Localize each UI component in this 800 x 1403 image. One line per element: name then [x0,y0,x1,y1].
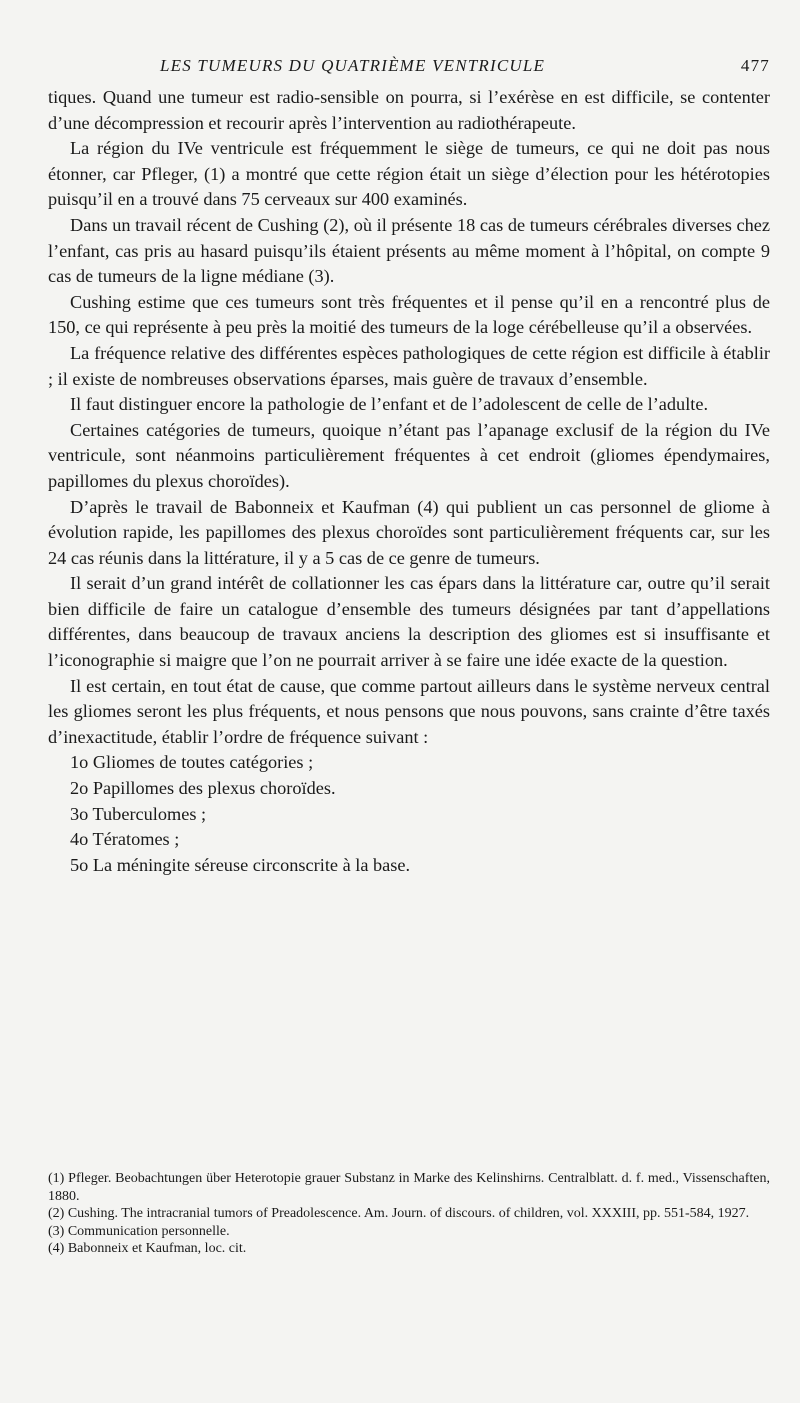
paragraph: Dans un travail récent de Cushing (2), où il présente 18 cas de tumeurs cérébrales diverses chez l’enfant, cas pris au hasard puisqu’ils étaient présents au même moment à l’hôpital, on compte 9 cas de tumeurs de la ligne médiane (3). [48,214,770,287]
footnote: (4) Babonneix et Kaufman, loc. cit. [48,1241,247,1256]
paragraph: Certaines catégories de tumeurs, quoique n’étant pas l’apanage exclusif de la région du IVe ventricule, sont néanmoins particulièrement fréquentes à cet endroit (gliomes épendymaires, papillomes du plexus choroïdes). [48,419,770,491]
list-item: 1o Gliomes de toutes catégories ; [70,752,314,773]
page-number: 477 [740,56,770,75]
body-text [48,85,770,878]
running-title: LES TUMEURS DU QUATRIÈME VENTRICULE [160,56,546,75]
footnote: (3) Communication personnelle. [48,1223,230,1239]
paragraph: D’après le travail de Babonneix et Kaufman (4) qui publient un cas personnel de gliome à évolution rapide, les papillomes des plexus choroïdes sont particulièrement fréquents car, sur les 24 cas réunis dans la littérature, il y a 5 cas de ce genre de tumeurs. [48,496,770,568]
paragraph: tiques. Quand une tumeur est radio-sensible on pourra, si l’exérèse en est difficile, se contenter d’une décompression et recourir après l’intervention au radiothérapeute. [48,87,770,133]
paragraph: Cushing estime que ces tumeurs sont très fréquentes et il pense qu’il en a rencontré plus de 150, ce qui représente à peu près la moitié des tumeurs de la loge cérébelleuse qu’il a observées. [48,291,770,338]
paragraph: Il faut distinguer encore la pathologie de l’enfant et de l’adolescent de celle de l’adulte. [70,394,709,415]
paragraph: Il serait d’un grand intérêt de collationner les cas épars dans la littérature car, outre qu’il serait bien difficile de faire un catalogue d’ensemble des tumeurs désignées par tant d’appellations différentes, dans beaucoup de travaux anciens la description des gliomes est si insuffisante et l’iconographie si maigre que l’on ne pourrait arriver à se faire une idée exacte de la question. [48,573,770,671]
paragraph: La région du IVe ventricule est fréquemment le siège de tumeurs, ce qui ne doit pas nous étonner, car Pfleger, (1) a montré que cette région était un siège d’élection pour les hétérotopies puisqu’il en a trouvé dans 75 cerveaux sur 400 examinés. [48,138,770,210]
footnotes [48,1170,770,1258]
paragraph: Il est certain, en tout état de cause, que comme partout ailleurs dans le système nerveux central les gliomes seront les plus fréquents, et nous pensons que nous pouvons, sans crainte d’être taxés d’inexactitude, établir l’ordre de fréquence suivant : [48,675,770,747]
paragraph: La fréquence relative des différentes espèces pathologiques de cette région est difficile à établir ; il existe de nombreuses observations éparses, mais guère de travaux d’ensemble. [48,342,770,389]
list-item: 3o Tuberculomes ; [70,803,207,824]
footnote: (1) Pfleger. Beobachtungen über Heterotopie grauer Substanz in Marke des Kelinshirns. Centralblatt. d. f. med., Vissenschaften, 1880. [48,1171,770,1204]
running-header [0,56,800,80]
list-item: 2o Papillomes des plexus choroïdes. [70,778,336,799]
frequency-list [48,750,770,878]
list-item: 4o Tératomes ; [70,829,180,850]
list-item: 5o La méningite séreuse circonscrite à la base. [70,854,411,875]
footnote: (2) Cushing. The intracranial tumors of Preadolescence. Am. Journ. of discours. of children, vol. XXXIII, pp. 551-584, 1927. [48,1206,750,1221]
